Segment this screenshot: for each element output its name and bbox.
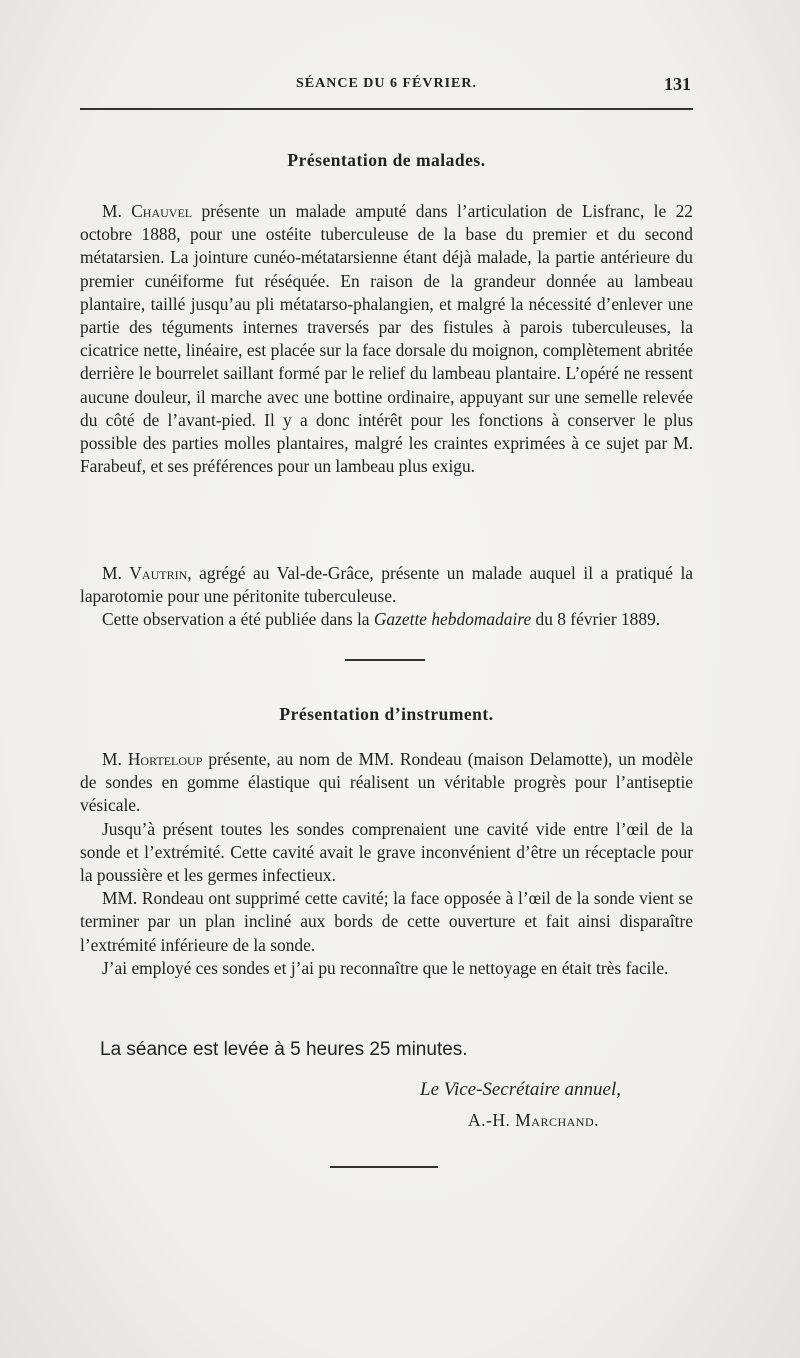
running-title: SÉANCE DU 6 FÉVRIER. — [295, 76, 478, 91]
honorific: M. — [102, 563, 122, 583]
paragraph-cavite: Jusqu’à présent toutes les sondes comprenaient une cavité vide entre l’œil de la sonde et l’extrémité. Cette cavité avait le grave inconvénient d’être un réceptacle pour la poussière et les germes infectieux. — [80, 818, 693, 886]
paragraph-observation — [80, 608, 693, 631]
end-divider — [330, 1166, 438, 1168]
adjournment-line: La séance est levée à 5 heures 25 minutes. — [100, 1039, 468, 1060]
author-name: Vautrin — [129, 563, 188, 583]
paragraph-horteloup — [80, 748, 693, 818]
header-rule — [80, 108, 693, 110]
paragraph-vautrin — [80, 562, 693, 608]
honorific: M. — [102, 749, 122, 769]
signature-name — [468, 1110, 599, 1131]
section-malades-body-2 — [80, 562, 693, 632]
paragraph-rondeau: MM. Rondeau ont supprimé cette cavité; la face opposée à l’œil de la sonde vient se terminer par un plan incliné aux bords de cette ouverture et fait ainsi disparaître l’extrémité inférieure de la sonde. — [80, 888, 693, 955]
journal-title: Gazette hebdomadaire — [373, 609, 532, 630]
author-name: Chauvel — [131, 201, 193, 221]
page-header — [80, 74, 693, 100]
section-divider — [345, 659, 425, 661]
honorific: M. — [102, 201, 122, 221]
section-heading-malades: Présentation de malades. — [287, 150, 486, 170]
paragraph-nettoyage: J’ai employé ces sondes et j’ai pu reconnaître que le nettoyage en était très facile. — [102, 957, 669, 978]
section-heading-instrument: Présentation d’instrument. — [279, 704, 494, 724]
paragraph-text: du 8 février 1889. — [531, 609, 661, 630]
paragraph-text: présente, au nom de MM. Rondeau (maison Delamotte), un modèle de sondes en gomme élastique qui réalisent un véritable progrès pour l’antiseptie vésicale. — [80, 749, 693, 816]
paragraph-chauvel — [80, 200, 693, 478]
paragraph-text: présente un malade amputé dans l’articulation de Lisfranc, le 22 octobre 1888, pour une ostéite tuberculeuse de la base du premier et du second métatarsien. La jointure cunéo-métatarsienne étant déjà malade, la partie antérieure du premier cunéiforme fut réséquée. En raison de la grandeur donnée au lambeau plantaire, taillé jusqu’au pli métatarso-phalangien, et malgré la nécessité d’enlever une partie des téguments internes traversés par des fistules à parois tuberculeuses, la cicatrice nette, linéaire, est placée sur la face dorsale du moignon, complètement abritée derrière le bourrelet saillant formé par le relief du lambeau plantaire. L’opéré ne ressent aucune douleur, il marche avec une bottine ordinaire, appuyant sur une semelle relevée du côté de l’avant-pied. Il y a donc intérêt pour les fonctions à conserver le plus possible des parties molles plantaires, malgré les craintes exprimées à ce sujet par M. Farabeuf, et ses préférences pour un lambeau plus exigu. — [80, 201, 693, 477]
signature-surname: Marchand. — [515, 1110, 600, 1130]
page-number: 131 — [664, 74, 691, 94]
signature-initials: A.-H. — [468, 1110, 511, 1130]
paragraph-text: , agrégé au Val-de-Grâce, présente un malade auquel il a pratiqué la laparotomie pour une péritonite tuberculeuse. — [80, 563, 693, 607]
signature-title: Le Vice-Secrétaire annuel, — [420, 1079, 622, 1100]
paragraph-text: Cette observation a été publiée dans la — [102, 609, 374, 630]
section-malades-body — [80, 200, 693, 478]
section-instrument-body — [80, 748, 693, 980]
author-name: Horteloup — [127, 749, 203, 769]
